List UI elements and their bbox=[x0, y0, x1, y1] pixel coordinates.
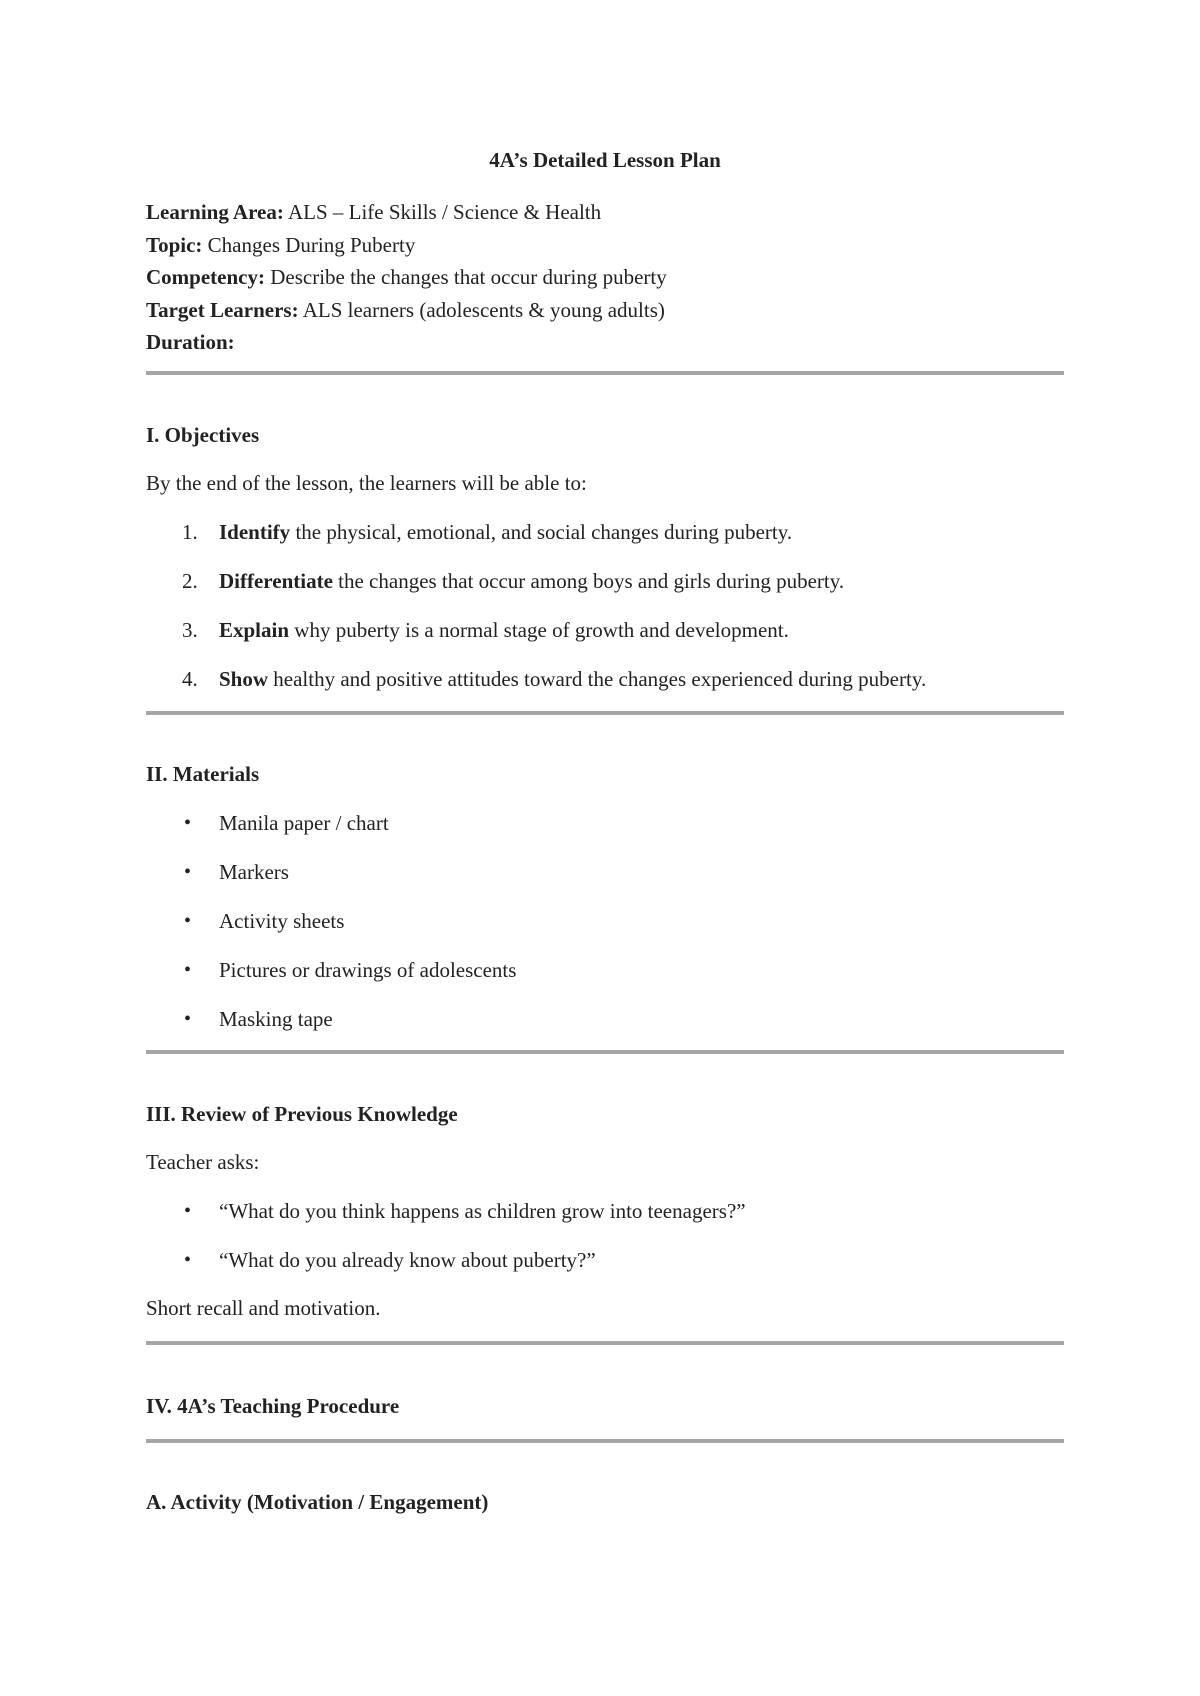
list-number: 3. bbox=[182, 618, 198, 642]
meta-label: Learning Area: bbox=[146, 200, 284, 224]
meta-label: Topic: bbox=[146, 232, 203, 257]
meta-label: Competency: bbox=[146, 265, 265, 289]
list-item bbox=[146, 1198, 746, 1247]
list-item bbox=[146, 810, 516, 859]
meta-competency bbox=[146, 261, 667, 294]
meta-learning-area bbox=[146, 196, 667, 229]
meta-label: Duration: bbox=[146, 330, 235, 354]
objectives-list bbox=[146, 519, 926, 715]
objectives-intro: By the end of the lesson, the learners will be able to: bbox=[146, 471, 587, 495]
objectives-heading: I. Objectives bbox=[146, 423, 260, 447]
meta-target-learners bbox=[146, 294, 667, 327]
list-item bbox=[146, 1006, 516, 1055]
document-title: 4A’s Detailed Lesson Plan bbox=[489, 148, 721, 172]
meta-value: ALS – Life Skills / Science & Health bbox=[283, 200, 602, 224]
materials-heading: II. Materials bbox=[146, 762, 260, 786]
list-item bbox=[146, 568, 926, 617]
list-item bbox=[146, 859, 516, 908]
bullet-icon: • bbox=[184, 1249, 192, 1271]
material-text: Masking tape bbox=[219, 1007, 333, 1031]
review-question: “What do you think happens as children grow into teenagers?” bbox=[219, 1199, 746, 1223]
procedure-heading: IV. 4A’s Teaching Procedure bbox=[146, 1394, 400, 1418]
objective-verb: Explain bbox=[219, 618, 290, 642]
list-item bbox=[146, 957, 516, 1006]
bullet-icon: • bbox=[184, 1008, 192, 1030]
section-divider bbox=[146, 371, 1064, 375]
objective-text: the physical, emotional, and social changes during puberty. bbox=[290, 520, 793, 544]
objective-verb: Show bbox=[219, 667, 269, 691]
material-text: Activity sheets bbox=[219, 909, 345, 933]
meta-label: Target Learners: bbox=[146, 297, 299, 322]
lesson-meta bbox=[146, 196, 667, 359]
meta-value: Describe the changes that occur during puberty bbox=[264, 265, 667, 289]
section-divider bbox=[146, 1341, 1064, 1345]
list-item bbox=[146, 666, 926, 715]
list-item bbox=[146, 519, 926, 568]
review-closing: Short recall and motivation. bbox=[146, 1296, 381, 1320]
objective-verb: Identify bbox=[219, 520, 291, 544]
bullet-icon: • bbox=[184, 861, 192, 883]
review-list bbox=[146, 1198, 746, 1296]
section-divider bbox=[146, 1439, 1064, 1443]
review-intro: Teacher asks: bbox=[146, 1150, 260, 1174]
bullet-icon: • bbox=[184, 959, 192, 981]
section-divider bbox=[146, 711, 1064, 715]
review-question: “What do you already know about puberty?” bbox=[219, 1248, 596, 1272]
list-item bbox=[146, 1247, 746, 1296]
material-text: Manila paper / chart bbox=[219, 811, 389, 835]
review-heading: III. Review of Previous Knowledge bbox=[146, 1102, 458, 1126]
bullet-icon: • bbox=[184, 910, 192, 932]
list-item bbox=[146, 908, 516, 957]
objective-text: the changes that occur among boys and girls during puberty. bbox=[332, 569, 845, 593]
meta-duration bbox=[146, 326, 667, 359]
bullet-icon: • bbox=[184, 812, 192, 834]
activity-heading: A. Activity (Motivation / Engagement) bbox=[146, 1490, 489, 1514]
objective-text: why puberty is a normal stage of growth and development. bbox=[289, 618, 789, 642]
meta-value: ALS learners (adolescents & young adults) bbox=[298, 297, 665, 322]
meta-value: Changes During Puberty bbox=[202, 232, 416, 257]
list-number: 2. bbox=[182, 569, 198, 593]
list-item bbox=[146, 617, 926, 666]
list-number: 1. bbox=[182, 520, 198, 544]
objective-text: healthy and positive attitudes toward the changes experienced during puberty. bbox=[268, 667, 927, 691]
section-divider bbox=[146, 1050, 1064, 1054]
bullet-icon: • bbox=[184, 1200, 192, 1222]
objective-verb: Differentiate bbox=[219, 569, 333, 593]
material-text: Pictures or drawings of adolescents bbox=[219, 958, 517, 982]
meta-topic bbox=[146, 229, 667, 262]
material-text: Markers bbox=[219, 860, 289, 884]
list-number: 4. bbox=[182, 667, 198, 691]
materials-list bbox=[146, 810, 516, 1055]
